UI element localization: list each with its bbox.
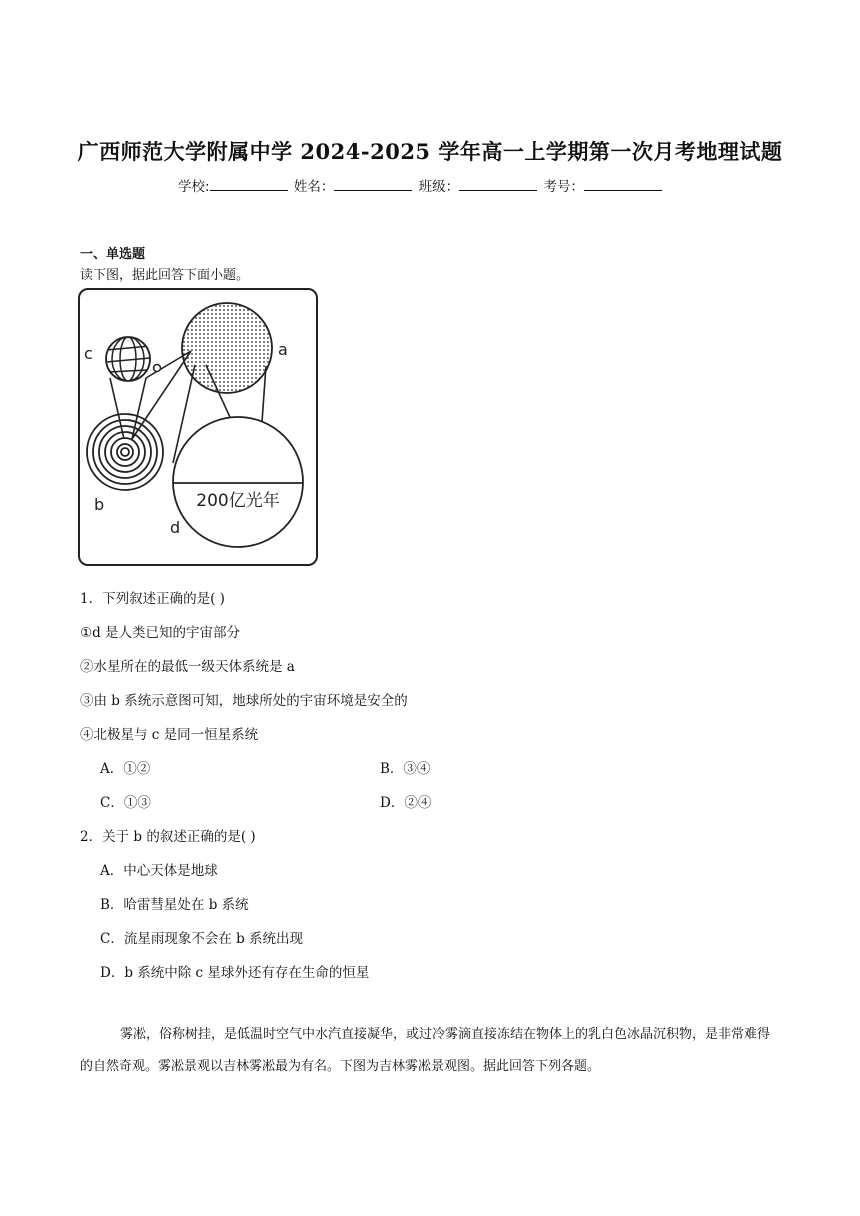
q1-option-d[interactable]: D．②④ [380, 795, 432, 811]
universe-d-icon [173, 417, 303, 547]
q1-statement-4: ④北极星与 c 是同一恒星系统 [80, 727, 259, 743]
small-body-o-icon [154, 365, 161, 372]
intro-text: 读下图，据此回答下面小题。 [80, 268, 250, 283]
class-label: 班级： [418, 179, 460, 195]
school-label: 学校: [178, 179, 210, 195]
distance-label: 200亿光年 [196, 491, 280, 511]
q2-option-b[interactable]: B．哈雷彗星处在 b 系统 [100, 897, 249, 913]
page-title: 广西师范大学附属中学 2024-2025 学年高一上学期第一次月考地理试题 [77, 139, 783, 164]
rime-passage: 雾凇，俗称树挂，是低温时空气中水汽直接凝华，或过冷雾滴直接冻结在物体上的乳白色冰晶沉积物，是非常难得的自然奇观。雾凇景观以吉林雾凇最为有名。下图为吉林雾凇景观图。据此回答下列各题。 [80, 1027, 771, 1074]
name-label: 姓名： [293, 179, 335, 195]
label-c: c [84, 344, 93, 363]
q2-option-a[interactable]: A．中心天体是地球 [100, 863, 218, 879]
question-2-stem: 2．关于 b 的叙述正确的是( ) [80, 829, 256, 845]
q2-option-d[interactable]: D．b 系统中除 c 星球外还有存在生命的恒星 [100, 965, 370, 981]
q1-statement-3: ③由 b 系统示意图可知，地球所处的宇宙环境是安全的 [80, 693, 408, 709]
label-a: a [278, 340, 288, 359]
name-blank[interactable] [334, 178, 412, 191]
q2-option-c[interactable]: C．流星雨现象不会在 b 系统出现 [100, 931, 304, 947]
label-b: b [94, 495, 105, 514]
q1-option-b[interactable]: B．③④ [380, 761, 431, 777]
q1-statement-2: ②水星所在的最低一级天体系统是 a [80, 659, 295, 675]
label-d: d [170, 518, 181, 537]
dotted-galaxy-a-icon [182, 303, 272, 393]
student-info-row [178, 175, 664, 195]
id-label: 考号： [543, 179, 584, 195]
question-1-stem: 1．下列叙述正确的是( ) [80, 591, 225, 607]
class-blank[interactable] [459, 178, 537, 191]
q1-option-a[interactable]: A．①② [100, 761, 151, 777]
q1-option-c[interactable]: C．①③ [100, 795, 151, 811]
school-blank[interactable] [210, 178, 288, 191]
cosmic-hierarchy-figure [78, 288, 318, 566]
globe-c-icon [106, 337, 150, 381]
section-title: 一、单选题 [80, 247, 146, 262]
q1-statement-1: ①d 是人类已知的宇宙部分 [80, 625, 241, 641]
id-blank[interactable] [584, 178, 662, 191]
